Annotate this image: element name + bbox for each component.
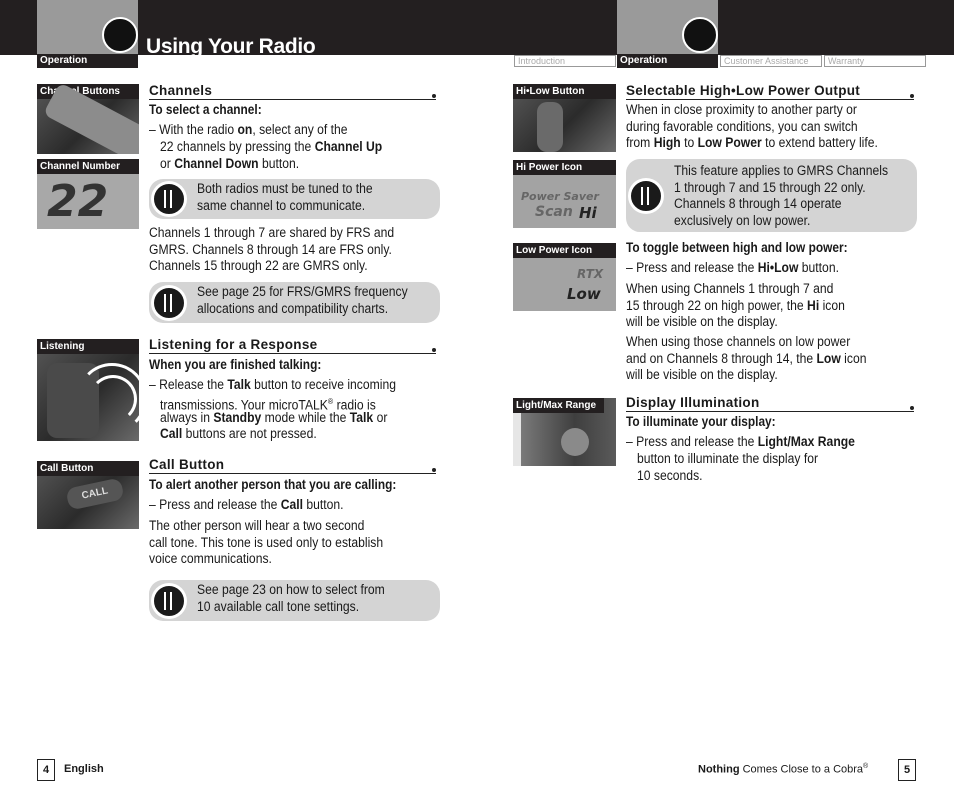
- power-step-1: – Press and release the Hi•Low button.: [626, 260, 839, 275]
- operation-tab-label: Operation: [40, 55, 88, 66]
- channels-subheading: To select a channel:: [149, 102, 262, 117]
- power-hi-para: When using Channels 1 through 7 and 15 through 22 on high power, the Hi icon will be visible on the display.: [626, 281, 845, 329]
- note-icon: [151, 285, 187, 321]
- hi-power-icon-photo: [513, 160, 616, 228]
- power-rule: [626, 99, 914, 100]
- note-icon: [151, 583, 187, 619]
- channels-rule: [149, 99, 436, 100]
- note-tune-radios: Both radios must be tuned to the same channel to communicate.: [149, 179, 440, 219]
- illum-subheading: To illuminate your display:: [626, 414, 776, 429]
- radio-icon-right: [682, 17, 718, 53]
- channels-bullet: [432, 94, 436, 98]
- hi-display-line-3: Hi: [579, 204, 597, 222]
- left-page-number: 4: [37, 759, 55, 781]
- channels-heading: Channels: [149, 83, 213, 98]
- note-icon: [628, 178, 664, 214]
- listening-heading: Listening for a Response: [149, 337, 318, 352]
- footer-language: English: [64, 763, 104, 775]
- footer-slogan: Nothing Comes Close to a Cobra®: [698, 763, 869, 776]
- page-title: Using Your Radio: [146, 35, 316, 58]
- radio-icon: [102, 17, 138, 53]
- power-heading: Selectable High•Low Power Output: [626, 83, 861, 98]
- light-range-photo: [513, 398, 616, 466]
- listening-step-1: – Release the Talk button to receive incoming: [149, 377, 396, 392]
- call-subheading: To alert another person that you are calling:: [149, 477, 397, 492]
- call-button-photo: [37, 461, 139, 529]
- channel-number-photo: [37, 159, 139, 229]
- call-button-caption: Call Button: [37, 461, 139, 476]
- note-frequency-charts: See page 25 for FRS/GMRS frequency allocations and compatibility charts.: [149, 282, 440, 323]
- listening-caption: Listening: [37, 339, 139, 354]
- operation-tab-right-label: Operation: [620, 55, 668, 66]
- call-step-1: – Press and release the Call button.: [149, 497, 344, 512]
- hilow-button-photo: [513, 84, 616, 152]
- illum-step-1: – Press and release the Light/Max Range: [626, 434, 855, 449]
- low-display-line-2: Low: [567, 285, 601, 303]
- call-bullet: [432, 468, 436, 472]
- hilow-button-caption: Hi•Low Button: [513, 84, 616, 99]
- note-call-tones: See page 23 on how to select from 10 available call tone settings.: [149, 580, 440, 621]
- low-power-icon-photo: [513, 243, 616, 311]
- listening-photo: [37, 339, 139, 441]
- listening-bullet: [432, 348, 436, 352]
- listening-step-2: transmissions. Your microTALK® radio is: [160, 397, 376, 413]
- channel-buttons-caption: Channel Buttons: [37, 84, 139, 99]
- listening-rule: [149, 353, 436, 354]
- illum-bullet: [910, 406, 914, 410]
- illum-step-2: button to illuminate the display for 10 seconds.: [637, 451, 819, 483]
- listening-step-4: Call buttons are not pressed.: [160, 426, 317, 441]
- note-gmrs-channels: This feature applies to GMRS Channels 1 through 7 and 15 through 22 only. Channels 8 through 14 operate exclusively on low power.: [626, 159, 917, 232]
- illum-rule: [626, 411, 914, 412]
- tab-introduction[interactable]: Introduction: [514, 55, 616, 67]
- right-page-number: 5: [898, 759, 916, 781]
- power-para: When in close proximity to another party or during favorable conditions, you can switch from High to Low Power to extend battery life.: [626, 102, 878, 150]
- channels-step-3: or Channel Down button.: [160, 156, 300, 171]
- low-display-line-1: RTX: [577, 267, 604, 281]
- channels-para: Channels 1 through 7 are shared by FRS and GMRS. Channels 8 through 14 are FRS only. Channels 15 through 22 are GMRS only.: [149, 225, 395, 273]
- hi-power-icon-caption: Hi Power Icon: [513, 160, 616, 175]
- channel-buttons-photo: [37, 84, 139, 154]
- header-bar: [0, 0, 954, 55]
- power-subheading: To toggle between high and low power:: [626, 240, 848, 255]
- call-para: The other person will hear a two second call tone. This tone is used only to establish voice communications.: [149, 518, 384, 566]
- illum-heading: Display Illumination: [626, 395, 760, 410]
- tab-customer-assistance[interactable]: Customer Assistance: [720, 55, 822, 67]
- call-key-label: CALL: [65, 477, 124, 510]
- listening-step-3: always in Standby mode while the Talk or: [160, 410, 388, 425]
- hi-display-line-1: Power Saver: [521, 190, 599, 203]
- tab-warranty[interactable]: Warranty: [824, 55, 926, 67]
- power-low-para: When using those channels on low power and on Channels 8 through 14, the Low icon will be visible on the display.: [626, 334, 867, 382]
- call-heading: Call Button: [149, 457, 225, 472]
- channel-number-caption: Channel Number: [37, 159, 139, 174]
- light-range-caption: Light/Max Range: [513, 398, 604, 413]
- channels-step-2: 22 channels by pressing the Channel Up: [160, 139, 383, 154]
- channels-step-1: – With the radio on, select any of the: [149, 122, 348, 137]
- note-icon: [151, 181, 187, 217]
- channel-display-value: 22: [47, 176, 109, 227]
- listening-subheading: When you are finished talking:: [149, 357, 322, 372]
- call-rule: [149, 473, 436, 474]
- power-bullet: [910, 94, 914, 98]
- low-power-icon-caption: Low Power Icon: [513, 243, 616, 258]
- hi-display-line-2: Scan: [535, 204, 573, 220]
